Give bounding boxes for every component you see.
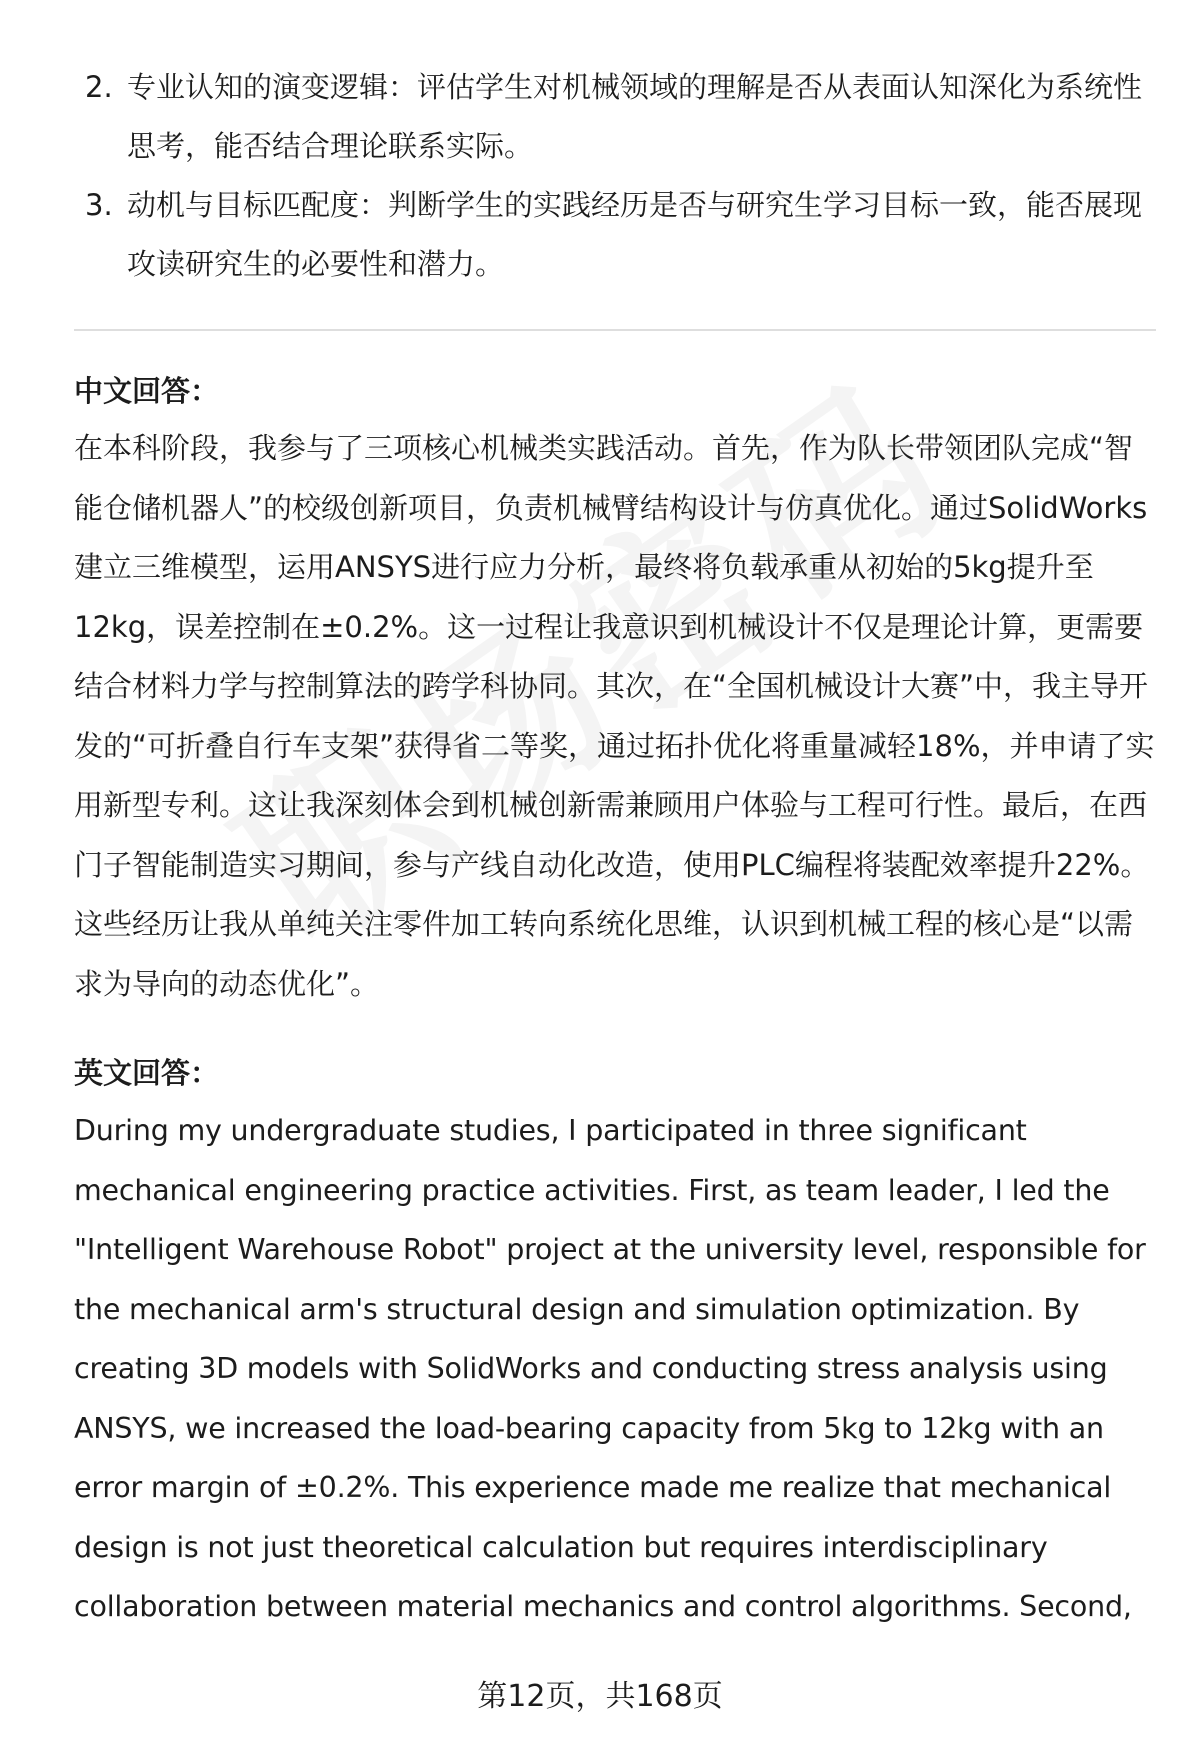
page-number: 第12页，共168页 xyxy=(477,1679,723,1714)
list-item-text: 专业认知的演变逻辑：评估学生对机械领域的理解是否从表面认知深化为系统性思考，能否结合理论联系实际。 xyxy=(127,70,1143,163)
english-answer-heading: 英文回答： xyxy=(74,1056,220,1090)
english-answer-body: During my undergraduate studies, I participated in three significant mechanical engineering practice activities. First, as team leader, I led the "Intelligent Warehouse Robot" project at the university level, responsible for the mechanical arm's structural design and simulation optimization. By creating 3D models with SolidWorks and conducting stress analysis using ANSYS, we increased the load-bearing capacity from 5kg to 12kg with an error margin of ±0.2%. This experience made me realize that mechanical design is not just theoretical calculation but requires interdisciplinary collaboration between material mechanics and control algorithms. Second, xyxy=(74,1114,1146,1623)
list-item-number: 2. xyxy=(85,70,113,104)
list-item-text: 动机与目标匹配度：判断学生的实践经历是否与研究生学习目标一致，能否展现攻读研究生的必要性和潜力。 xyxy=(127,188,1143,281)
list-item xyxy=(74,58,1154,176)
list-item xyxy=(74,176,1154,294)
section-divider xyxy=(74,329,1156,331)
chinese-answer-heading: 中文回答： xyxy=(74,374,220,408)
chinese-answer-body: 在本科阶段，我参与了三项核心机械类实践活动。首先，作为队长带领团队完成“智能仓储机器人”的校级创新项目，负责机械臂结构设计与仿真优化。通过SolidWorks建立三维模型，运用ANSYS进行应力分析，最终将负载承重从初始的5kg提升至12kg，误差控制在±0.2%。这一过程让我意识到机械设计不仅是理论计算，更需要结合材料力学与控制算法的跨学科协同。其次，在“全国机械设计大赛”中，我主导开发的“可折叠自行车支架”获得省二等奖，通过拓扑优化将重量减轻18%，并申请了实用新型专利。这让我深刻体会到机械创新需兼顾用户体验与工程可行性。最后，在西门子智能制造实习期间，参与产线自动化改造，使用PLC编程将装配效率提升22%。这些经历让我从单纯关注零件加工转向系统化思维，认识到机械工程的核心是“以需求为导向的动态优化”。 xyxy=(74,431,1155,1001)
list-item-number: 3. xyxy=(85,188,113,222)
criteria-list xyxy=(74,58,1154,294)
